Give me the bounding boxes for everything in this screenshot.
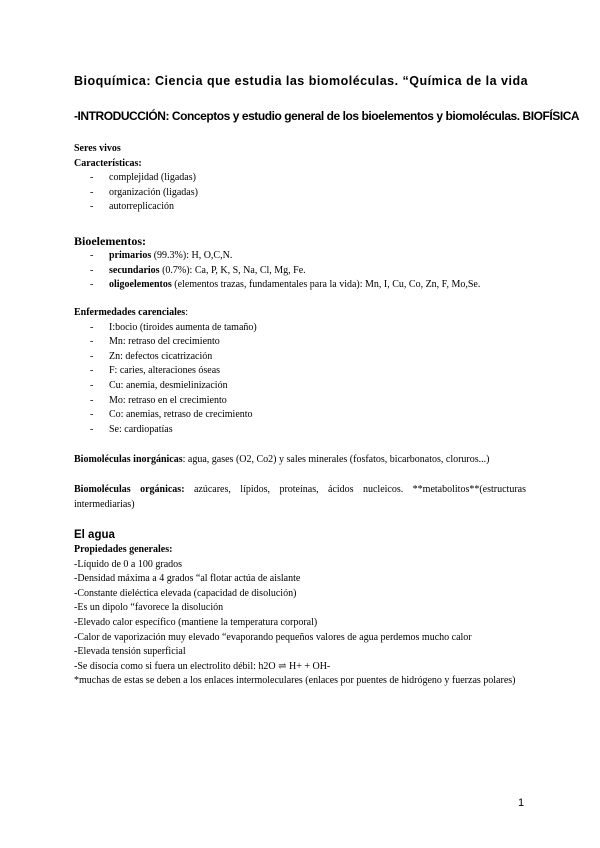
agua-note: *muchas de estas se deben a los enlaces intermoleculares (enlaces por puentes de hidrógeno y fuerzas polares) — [74, 675, 516, 687]
list-item: - Co: anemias, retraso de crecimiento — [74, 408, 257, 423]
propiedades-heading: Propiedades generales: — [74, 544, 173, 555]
heading-colon: : — [185, 307, 188, 318]
list-item — [74, 278, 480, 293]
bioelementos-list — [74, 249, 480, 293]
term: oligoelementos — [109, 279, 172, 291]
term-desc: (99.3%): H, O,C,N. — [151, 250, 233, 261]
term: secundarios — [109, 264, 160, 276]
organicas-label: Biomoléculas orgánicas: — [74, 484, 185, 495]
agua-section — [74, 527, 526, 689]
document-title: Bioquímica: Ciencia que estudia las biomoléculas. “Química de la vida — [74, 74, 529, 88]
propiedad-line: -Constante dieléctica elevada (capacidad de disolución) — [74, 587, 297, 599]
propiedad-line: -Es un dipolo “favorece la disolución — [74, 602, 224, 614]
term-desc: (elementos trazas, fundamentales para la vida): Mn, I, Cu, Co, Zn, F, Mo,Se. — [171, 279, 481, 291]
list-item: - complejidad (ligadas) — [74, 171, 198, 186]
list-item: - autorreplicación — [74, 200, 198, 215]
propiedad-line: -Calor de vaporización muy elevado “evaporando pequeños valores de agua perdemos mucho calor — [74, 631, 472, 643]
seres-vivos-section — [74, 142, 198, 215]
list-item: - Mo: retraso en el crecimiento — [74, 394, 257, 409]
inorganicas-label: Biomoléculas inorgánicas — [74, 454, 183, 465]
organicas-text: azúcares, lípidos, proteínas, ácidos nucleicos. **metabolitos**(estructuras intermediarias) — [74, 484, 526, 510]
propiedad-line: -Elevada tensión superficial — [74, 646, 186, 658]
caracteristicas-heading: Características: — [74, 157, 142, 169]
biomoleculas-organicas-paragraph — [74, 482, 526, 512]
list-item: - Zn: defectos cicatrización — [74, 350, 257, 365]
intro-heading: -INTRODUCCIÓN: Conceptos y estudio general de los bioelementos y biomoléculas. BIOFÍSICA — [74, 109, 580, 123]
inorganicas-text: : agua, gases (O2, Co2) y sales minerales (fosfatos, bicarbonatos, cloruros...) — [182, 454, 490, 465]
biomoleculas-inorganicas-paragraph — [74, 452, 526, 467]
enfermedades-list — [74, 321, 257, 438]
list-item — [74, 264, 480, 279]
list-item: - I:bocio (tiroides aumenta de tamaño) — [74, 321, 257, 336]
bioelementos-section — [74, 233, 480, 293]
bioelementos-heading: Bioelementos: — [74, 234, 146, 248]
seres-vivos-heading: Seres vivos — [74, 143, 121, 154]
caracteristicas-list — [74, 171, 198, 215]
agua-heading: El agua — [74, 529, 115, 541]
term: primarios — [109, 250, 152, 261]
list-item: - Se: cardiopatías — [74, 423, 257, 438]
term-desc: (0.7%): Ca, P, K, S, Na, Cl, Mg, Fe. — [159, 264, 306, 276]
enfermedades-heading-text: Enfermedades carenciales — [74, 307, 186, 318]
list-item: - Cu: anemia, desmielinización — [74, 379, 257, 394]
list-item: - Mn: retraso del crecimiento — [74, 335, 257, 350]
page-number: 1 — [518, 797, 525, 809]
list-item: - F: caries, alteraciones óseas — [74, 364, 257, 379]
enfermedades-heading — [74, 306, 257, 321]
propiedad-line: -Líquido de 0 a 100 grados — [74, 558, 183, 570]
propiedad-line: -Densidad máxima a 4 grados “al flotar actúa de aislante — [74, 573, 301, 585]
list-item: - organización (ligadas) — [74, 186, 198, 201]
enfermedades-section — [74, 306, 257, 437]
list-item — [74, 249, 480, 264]
propiedad-line: -Se disocia como si fuera un electrolito débil: h2O ⇌ H+ + OH- — [74, 660, 331, 672]
propiedad-line: -Elevado calor específico (mantiene la temperatura corporal) — [74, 616, 318, 628]
